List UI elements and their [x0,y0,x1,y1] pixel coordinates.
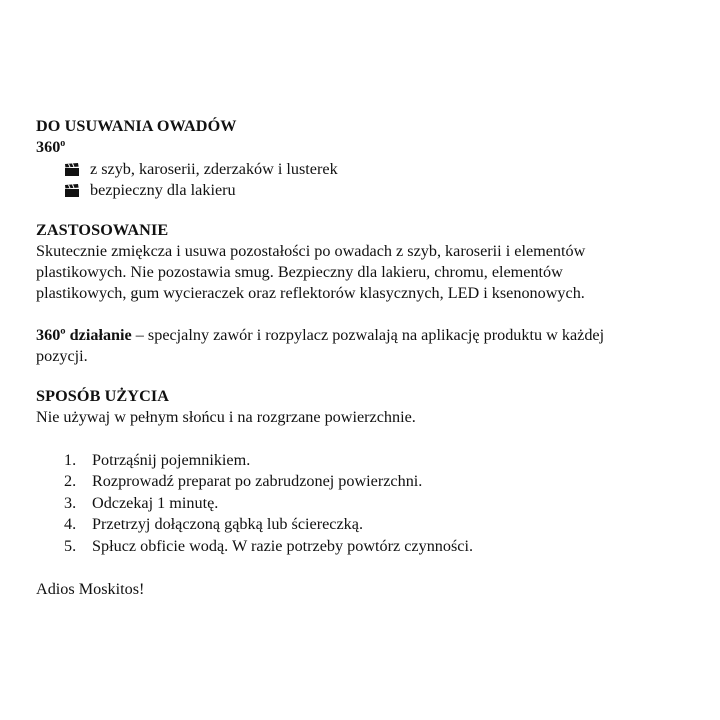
application-heading: ZASTOSOWANIE [36,221,169,239]
degree-superscript: o [60,138,66,149]
degree-number: 360 [36,138,61,156]
clapperboard-bullet-icon [64,163,81,177]
closing-line: Adios Moskitos! [36,579,145,598]
feature-item [64,180,702,201]
application-line: plastikowych, gum wycieraczek oraz reflektorów klasycznych, LED i ksenonowych. [36,284,585,302]
step-number: 5. [64,536,77,555]
usage-section [36,386,702,557]
application-line: Skutecznie zmiękcza i usuwa pozostałości po owadach z szyb, karoserii i elementów [36,242,586,260]
list-item [64,493,702,514]
list-item [64,471,702,492]
step-number: 2. [64,472,77,491]
action-bold-label: 360º działanie [36,326,132,344]
usage-warning: Nie używaj w pełnym słońcu i na rozgrzane powierzchnie. [36,408,416,426]
usage-heading: SPOSÓB UŻYCIA [36,387,170,405]
clapperboard-bullet-icon [64,184,81,198]
product-title: DO USUWANIA OWADÓW [36,117,237,135]
step-text: Spłucz obficie wodą. W razie potrzeby powtórz czynności. [92,536,474,555]
action-paragraph [36,325,702,346]
step-text: Przetrzyj dołączoną gąbką lub ściereczką. [92,515,363,534]
step-number: 4. [64,515,77,534]
degree-heading [36,137,702,158]
list-item [64,536,702,557]
feature-text: bezpieczny dla lakieru [90,181,236,199]
step-text: Rozprowadź preparat po zabrudzonej powierzchni. [92,472,423,491]
feature-item [64,159,702,180]
list-item [64,514,702,535]
list-item [64,450,702,471]
step-number: 3. [64,493,77,512]
step-number: 1. [64,451,77,469]
step-text: Potrząśnij pojemnikiem. [92,451,251,469]
usage-steps [36,450,702,557]
action-paragraph-continued: pozycji. [36,347,88,365]
application-line: plastikowych. Nie pozostawia smug. Bezpieczny dla lakieru, chromu, elementów [36,263,563,281]
feature-text: z szyb, karoserii, zderzaków i lusterek [90,160,338,178]
feature-list [36,159,702,201]
document-page [36,116,702,600]
step-text: Odczekaj 1 minutę. [92,493,219,512]
application-section [36,220,702,367]
action-description: – specjalny zawór i rozpylacz pozwalają na aplikację produktu w każdej [131,326,605,344]
